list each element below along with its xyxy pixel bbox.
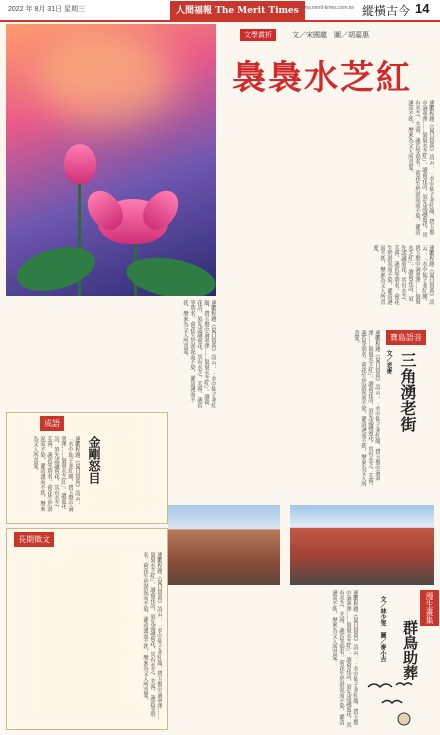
bird-illustration — [360, 675, 420, 730]
article-byline: 文／宋國龍 圖／胡嘉惠 — [292, 31, 369, 39]
submissions-body: 連鵬程題《夏日賞荷》詩云：「水中仙子並紅顏，碧玉盤中滴翠澤……裊裊水芝紅」。讀荷花詩，須先認識荷花，其有水芝、芙蓉、菡萏等別名。荷花生於淤泥而不染，濯清漣而不妖，歷來為文人所喜愛。 — [142, 552, 162, 720]
page-number: 14 — [415, 1, 430, 16]
page-header — [0, 0, 440, 22]
comic-body: 連鵬程題《夏日賞荷》詩云：「水中仙子並紅顏，碧玉盤中滴翠澤……裊裊水芝紅」。讀荷花詩，須先認識荷花，其有水芝、芙蓉、菡萏等別名。荷花生於淤泥而不染，濯清漣而不妖，歷來為文人所喜愛。 — [331, 590, 358, 728]
article-body: 連鵬程題《夏日賞荷》詩云：「水中仙子並紅顏，碧玉盤中滴翠澤……裊裊水芝紅」。讀荷花詩，須先認識荷花，其有水芝、芙蓉、菡萏等別名。荷花生於淤泥而不染，濯清漣而不妖，歷來為文人所喜愛。 — [182, 300, 216, 408]
issue-date: 2022 年 8月 31日 星期三 — [8, 6, 86, 13]
lotus-bud — [64, 144, 96, 184]
idiom-title: 金剛怒目 — [87, 436, 101, 484]
section-tag: 寶島語音 — [386, 330, 426, 345]
lotus-painting — [6, 24, 216, 296]
section-name: 縱橫古今 — [362, 4, 411, 18]
side-article-title: 三角湧老街 — [398, 352, 417, 432]
section-tag: 成語 — [40, 416, 64, 431]
lotus-leaf — [12, 239, 100, 296]
newspaper-logo: 人間福報 The Merit Times — [170, 1, 305, 21]
website-url: www.merit-times.com.tw — [300, 5, 354, 11]
section-tag: 漫生畫集 — [420, 590, 439, 626]
comic-byline: 文／林少雯 圖／麥小吉 — [379, 596, 386, 662]
article-title: 裊裊水芝紅 — [232, 58, 412, 98]
side-article-byline: 文／老麥 — [385, 350, 392, 374]
painting-glow — [36, 34, 176, 124]
idiom-body: 連鵬程題《夏日賞荷》詩云：「水中仙子並紅顏，碧玉盤中滴翠澤……裊裊水芝紅」。讀荷花詩，須先認識荷花，其有水芝、芙蓉、菡萏等別名。荷花生於淤泥而不染，濯清漣而不妖，歷來為文人所喜愛。 — [32, 436, 80, 512]
article-body: 連鵬程題《夏日賞荷》詩云：「水中仙子並紅顏，碧玉盤中滴翠澤……裊裊水芝紅」。讀荷花詩，須先認識荷花，其有水芝、芙蓉、菡萏等別名。荷花生於淤泥而不染，濯清漣而不妖，歷來為文人所喜愛。 — [407, 100, 434, 238]
side-article-body: 連鵬程題《夏日賞荷》詩云：「水中仙子並紅顏，碧玉盤中滴翠澤……裊裊水芝紅」。讀荷花詩，須先認識荷花，其有水芝、芙蓉、菡萏等別名。荷花生於淤泥而不染，濯清漣而不妖，歷來為文人所喜愛。 — [353, 330, 380, 490]
old-street-photo — [168, 505, 280, 585]
section-tag: 長期徵文 — [14, 532, 54, 547]
old-street-photo — [290, 505, 434, 585]
comic-title: 群鳥助葬 — [401, 620, 419, 680]
article-body: 連鵬程題《夏日賞荷》詩云：「水中仙子並紅顏，碧玉盤中滴翠澤……裊裊水芝紅」。讀荷花詩，須先認識荷花，其有水芝、芙蓉、菡萏等別名。荷花生於淤泥而不染，濯清漣而不妖，歷來為文人所喜愛。 — [372, 245, 434, 305]
birds-icon — [360, 675, 420, 730]
lotus-leaf — [123, 251, 216, 296]
article-category-badge: 文學賞析 — [240, 29, 276, 41]
